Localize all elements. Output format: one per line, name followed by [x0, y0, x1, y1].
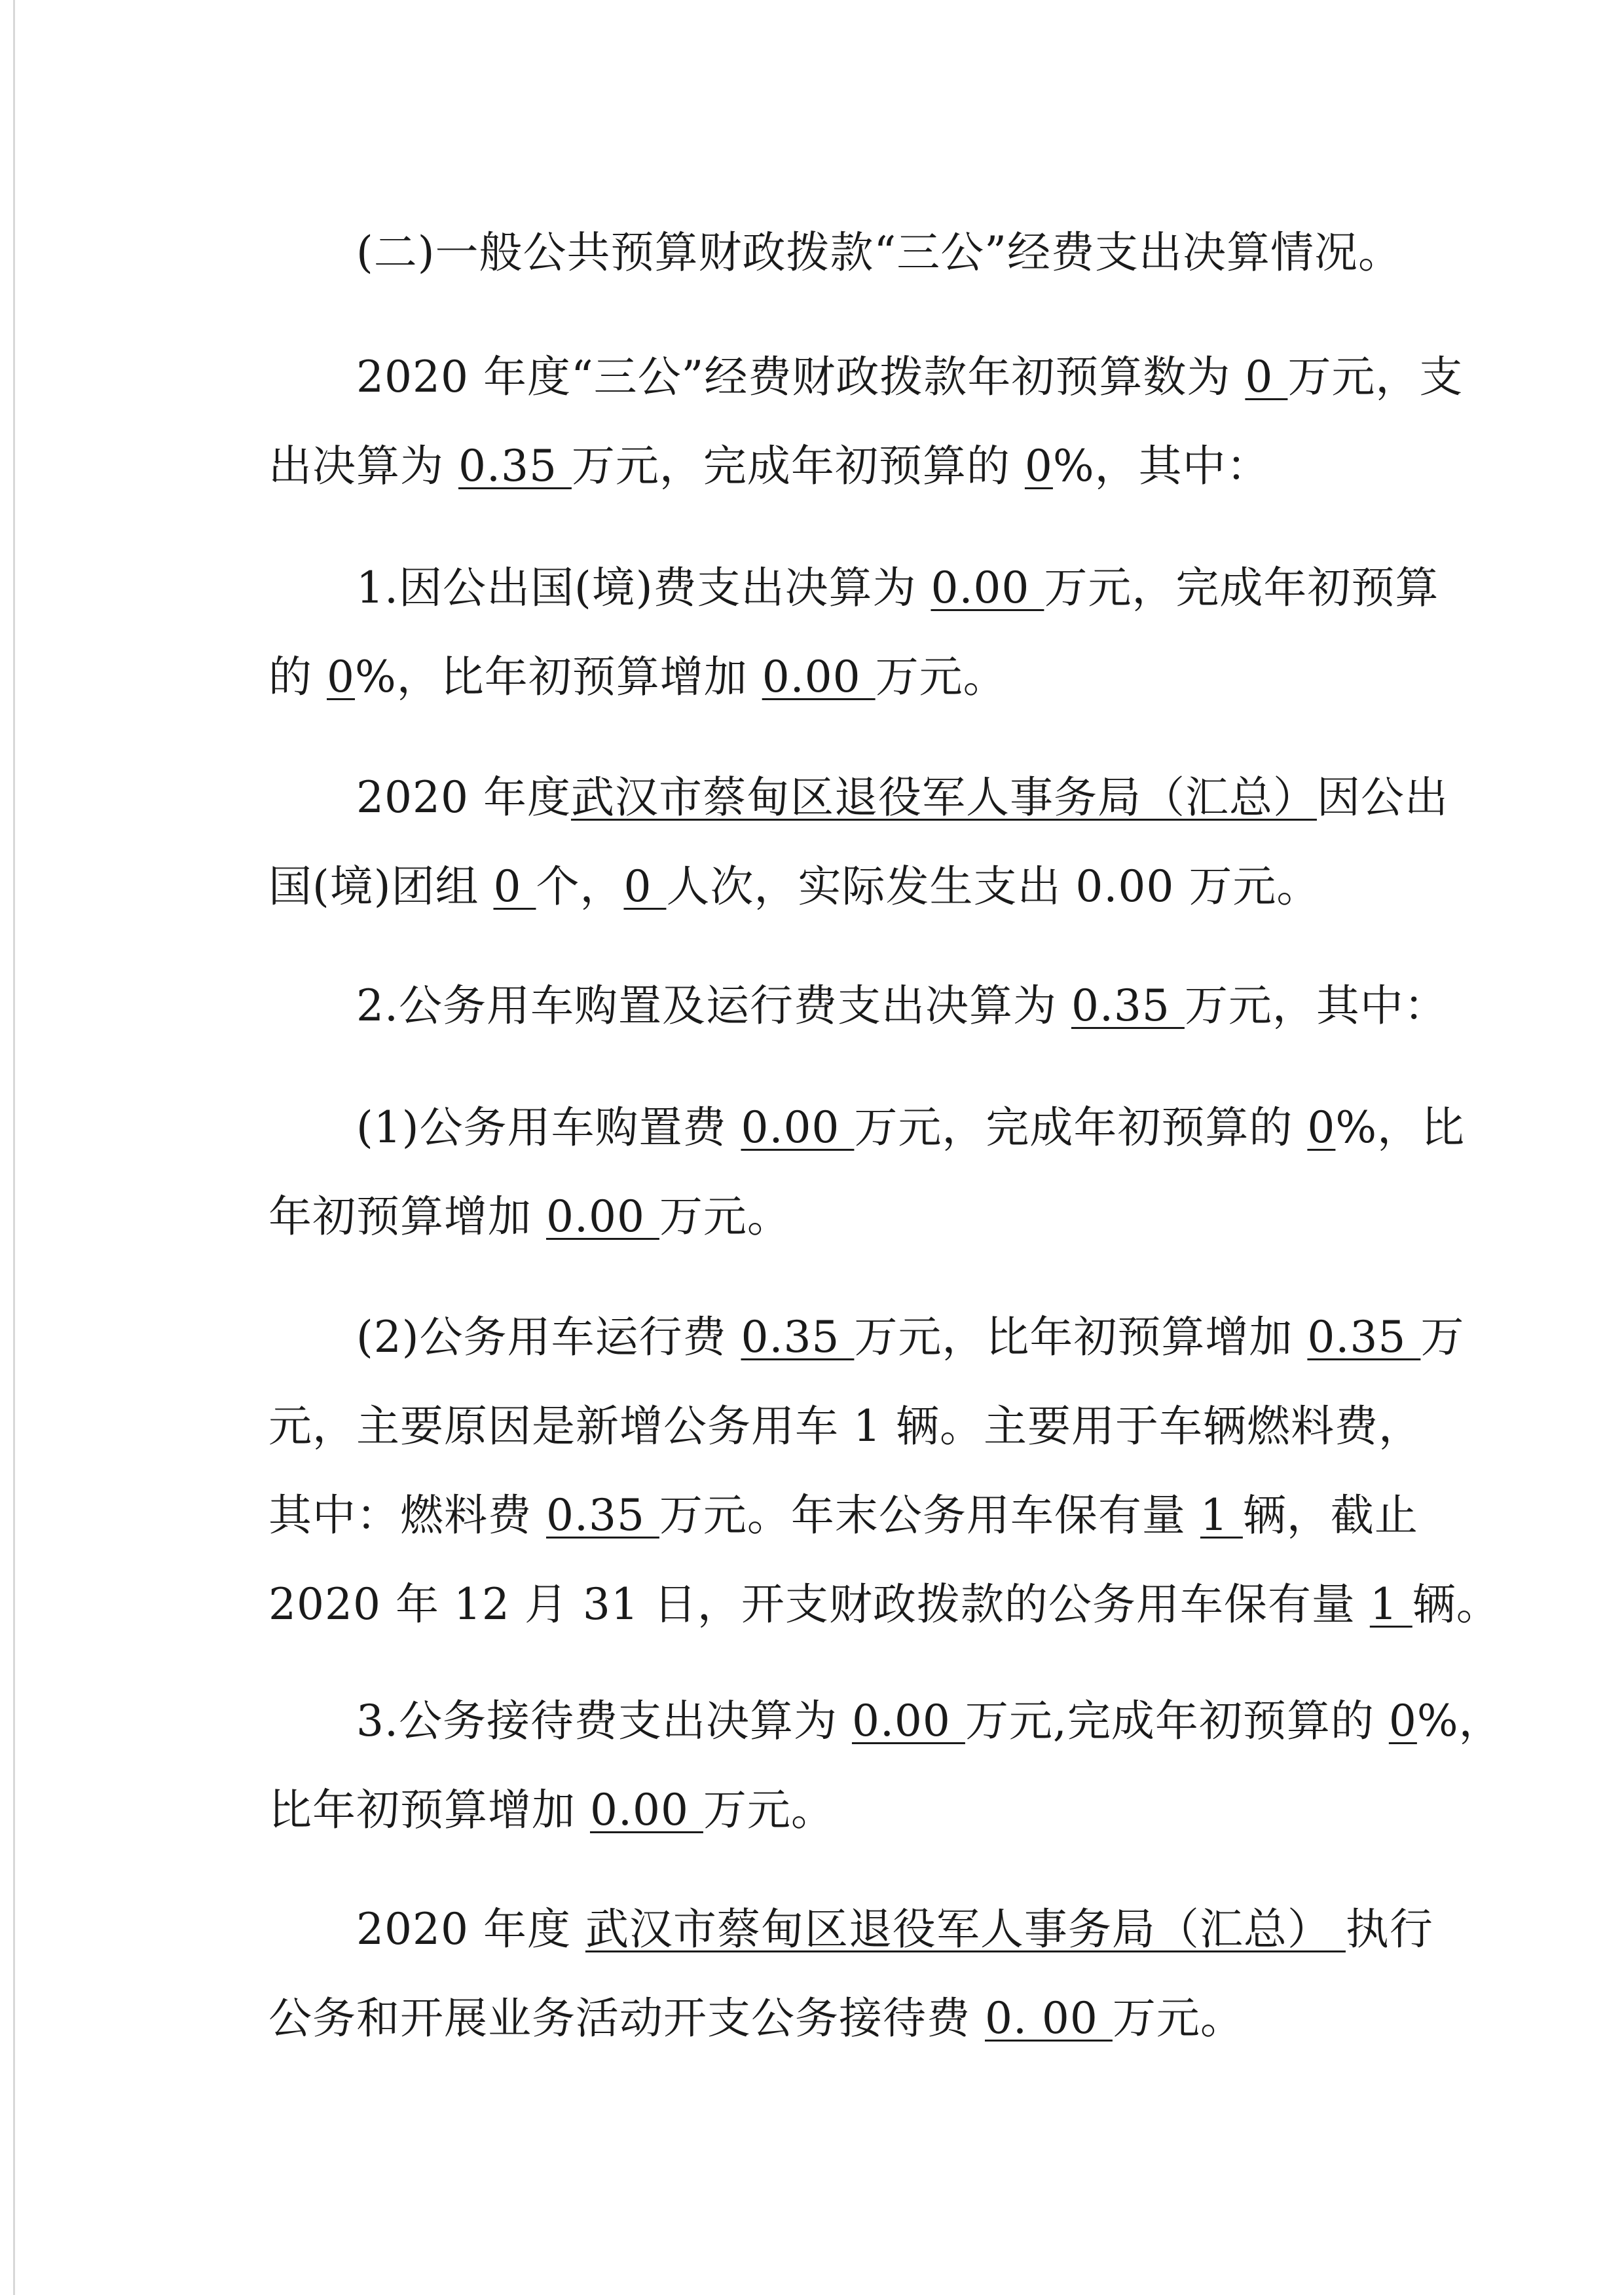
paragraph-line: 2020 年度“三公”经费财政拨款年初预算数为 0 万元，支	[356, 352, 1464, 402]
paragraph-line: 1.因公出国(境)费支出决算为 0.00 万元，完成年初预算	[356, 563, 1439, 613]
paragraph-line: 公务和开展业务活动开支公务接待费 0. 00 万元。	[268, 1993, 1244, 2043]
underlined-value: 武汉市蔡甸区退役军人事务局（汇总）	[585, 1904, 1346, 1954]
paragraph-line: 国(境)团组 0 个，0 人次，实际发生支出 0.00 万元。	[268, 861, 1321, 912]
underlined-value: 0	[1388, 1696, 1417, 1746]
underlined-value: 武汉市蔡甸区退役军人事务局（汇总）	[570, 772, 1317, 823]
underlined-value: 0	[326, 652, 355, 702]
scan-edge-line	[13, 0, 15, 2295]
underlined-value: 0	[623, 861, 667, 912]
overseas-detail-paragraph	[268, 753, 1449, 931]
paragraph-line: 其中：燃料费 0.35 万元。年末公务用车保有量 1 辆，截止	[268, 1490, 1418, 1540]
underlined-value: 0.35	[1071, 980, 1185, 1031]
underlined-value: 0.35	[1307, 1312, 1421, 1362]
underlined-value: 0	[1024, 441, 1053, 491]
underlined-value: 0	[1307, 1102, 1336, 1153]
underlined-value: 0.00	[851, 1696, 965, 1746]
underlined-value: 0.00	[762, 652, 876, 702]
paragraph-line: 出决算为 0.35 万元，完成年初预算的 0%，其中：	[268, 441, 1270, 491]
paragraph-line: 2.公务用车购置及运行费支出决算为 0.35 万元，其中：	[356, 980, 1448, 1031]
vehicle-purchase-paragraph	[268, 1083, 1466, 1261]
paragraph-line: 3.公务接待费支出决算为 0.00 万元,完成年初预算的 0%，	[356, 1696, 1503, 1746]
paragraph-line: (1)公务用车购置费 0.00 万元，完成年初预算的 0%，比	[356, 1102, 1466, 1153]
paragraph-line: 2020 年 12 月 31 日，开支财政拨款的公务用车保有量 1 辆。	[268, 1579, 1500, 1630]
underlined-value: 0.35	[458, 441, 572, 491]
reception-detail-paragraph	[268, 1885, 1433, 2063]
paragraph-line: 元，主要原因是新增公务用车 1 辆。主要用于车辆燃料费，	[268, 1401, 1422, 1451]
vehicle-paragraph	[268, 961, 1448, 1051]
underlined-value: 0.00	[589, 1785, 703, 1835]
section-heading	[268, 208, 1421, 297]
paragraph-line: 2020 年度 武汉市蔡甸区退役军人事务局（汇总） 执行	[356, 1904, 1433, 1954]
paragraph-line: 比年初预算增加 0.00 万元。	[268, 1785, 835, 1835]
heading-line: (二)一般公共预算财政拨款“三公”经费支出决算情况。	[356, 227, 1402, 278]
underlined-value: 0	[493, 861, 536, 912]
paragraph-line: (2)公务用车运行费 0.35 万元，比年初预算增加 0.35 万	[356, 1312, 1465, 1362]
summary-paragraph	[268, 333, 1464, 511]
paragraph-line: 2020 年度武汉市蔡甸区退役军人事务局（汇总）因公出	[356, 772, 1449, 823]
underlined-value: 0. 00	[984, 1993, 1113, 2043]
underlined-value: 0.35	[545, 1490, 659, 1540]
underlined-value: 0.00	[741, 1102, 855, 1153]
underlined-value: 1	[1200, 1490, 1243, 1540]
overseas-paragraph	[268, 544, 1439, 722]
underlined-value: 0.35	[741, 1312, 855, 1362]
paragraph-line: 的 0%，比年初预算增加 0.00 万元。	[268, 652, 1007, 702]
underlined-value: 0.00	[545, 1191, 659, 1242]
reception-paragraph	[268, 1677, 1503, 1855]
underlined-value: 1	[1369, 1579, 1412, 1630]
underlined-value: 0.00	[931, 563, 1044, 613]
vehicle-operation-paragraph	[268, 1293, 1500, 1649]
underlined-value: 0	[1245, 352, 1288, 402]
paragraph-line: 年初预算增加 0.00 万元。	[268, 1191, 791, 1242]
